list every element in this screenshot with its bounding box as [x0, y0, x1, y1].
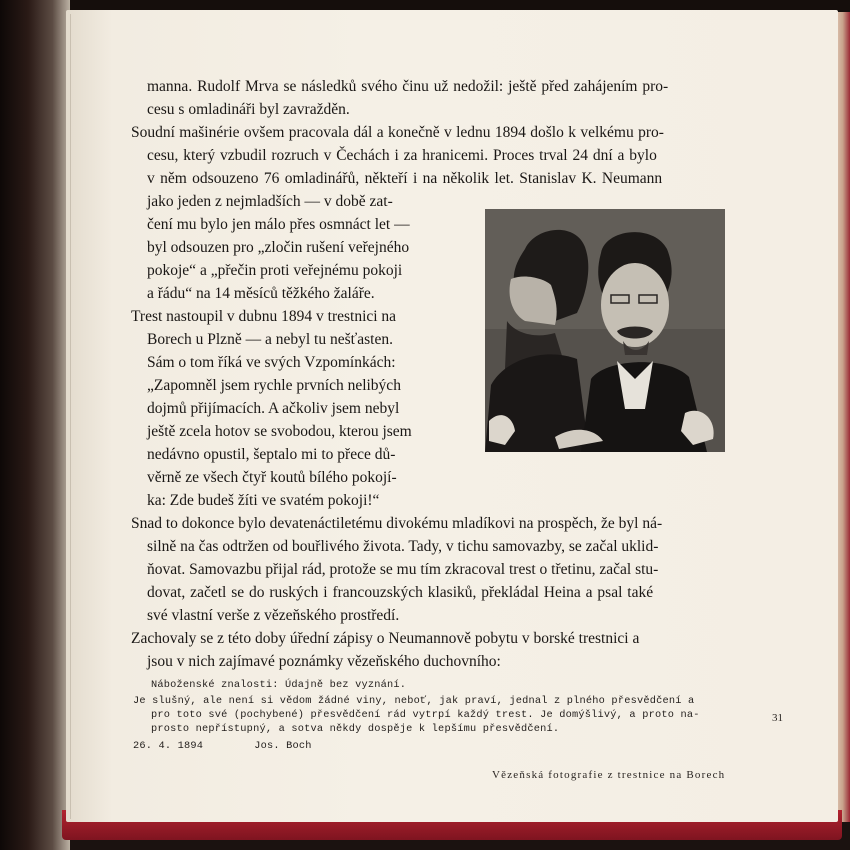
text-line: Sám o tom říká ve svých Vzpomínkách:	[147, 354, 396, 371]
text-line: dovat, začetl se do ruských i francouzských klasiků, překládal Heina a psal také	[147, 584, 654, 601]
record-line: prosto nepřístupný, a sotva někdy dospěje k lepšímu přesvědčení.	[151, 723, 560, 735]
text-line: věrně ze všech čtyř koutů bílého pokojí-	[147, 469, 397, 486]
text-line: cesu, který vzbudil rozruch v Čechách i za hranicemi. Proces trval 24 dní a bylo	[147, 147, 657, 164]
page-number: 31	[772, 712, 783, 724]
text-line: v něm odsouzeno 76 omladinářů, někteří i na několik let. Stanislav K. Neumann	[147, 170, 663, 187]
text-line: cesu s omladináři byl zavražděn.	[147, 101, 350, 118]
text-line: Soudní mašinérie ovšem pracovala dál a konečně v lednu 1894 došlo k velkému pro-	[131, 124, 664, 141]
record-line: Je slušný, ale není si vědom žádné viny, neboť, jak praví, jednal z plného přesvědčení a	[133, 695, 695, 707]
page-gutter	[70, 14, 71, 819]
text-line: silně na čas odtržen od bouřlivého života. Tady, v tichu samovazby, se začal uklid-	[147, 538, 659, 555]
text-line: „Zapomněl jsem rychle prvních nelibých	[147, 377, 401, 394]
text-line: byl odsouzen pro „zločin rušení veřejného	[147, 239, 410, 256]
photo-image	[485, 209, 725, 452]
text-line: ňovat. Samovazbu přijal rád, protože se mu tím zkracoval trest o třetinu, začal stu-	[147, 561, 659, 578]
text-line: nedávno opustil, šeptalo mi to přece dů-	[147, 446, 396, 463]
text-line: manna. Rudolf Mrva se následků svého činu už nedožil: ještě před zahájením pro-	[147, 78, 669, 95]
text-line: Trest nastoupil v dubnu 1894 v trestnici na	[131, 308, 397, 325]
record-line: pro toto své (pochybené) přesvědčení rád vytrpí každý trest. Je domýšlivý, a proto na-	[151, 709, 700, 721]
text-line: jsou v nich zajímavé poznámky vězeňského duchovního:	[147, 653, 501, 670]
text-line: ještě zcela hotov se svobodou, kterou jsem	[147, 423, 412, 440]
record-line: Náboženské znalosti: Údajně bez vyznání.	[151, 679, 407, 691]
text-line: své vlastní verše z vězeňského prostředí.	[147, 607, 400, 624]
text-line: pokoje“ a „přečin proti veřejnému pokoji	[147, 262, 403, 279]
text-line: jako jeden z nejmladších — v době zat-	[147, 193, 393, 210]
text-line: Snad to dokonce bylo devatenáctiletému divokému mladíkovi na prospěch, že byl ná-	[131, 515, 663, 532]
text-line: a řádu“ na 14 měsíců těžkého žaláře.	[147, 285, 375, 302]
text-line: Zachovaly se z této doby úřední zápisy o Neumannově pobytu v borské trestnici a	[131, 630, 640, 647]
photo-caption: Vězeňská fotografie z trestnice na Borech	[492, 769, 726, 781]
record-line: 26. 4. 1894 Jos. Boch	[133, 740, 312, 752]
book-spine-shadow	[0, 0, 70, 850]
text-line: Borech u Plzně — a nebyl tu nešťasten.	[147, 331, 393, 348]
text-line: čení mu bylo jen málo přes osmnáct let —	[147, 216, 410, 233]
prison-photograph	[485, 209, 725, 452]
text-line: dojmů přijímacích. A ačkoliv jsem nebyl	[147, 400, 400, 417]
text-line: ka: Zde budeš žíti ve svatém pokoji!“	[147, 492, 380, 509]
